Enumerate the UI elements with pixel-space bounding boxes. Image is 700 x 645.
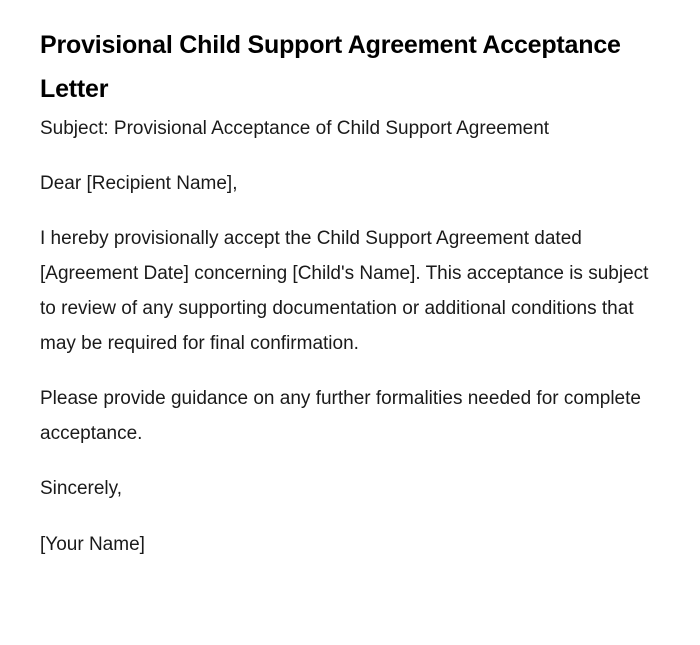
letter-greeting: Dear [Recipient Name], — [40, 173, 238, 194]
letter-title: Provisional Child Support Agreement Acceptance Letter — [40, 31, 621, 103]
letter-body-paragraph: I hereby provisionally accept the Child Support Agreement dated [Agreement Date] concerning [Child's Name]. This acceptance is subject to review of any supporting documentation or additional conditions that may be required for final confirmation. — [40, 228, 649, 354]
letter-body-paragraph: Please provide guidance on any further formalities needed for complete acceptance. — [40, 388, 641, 444]
letter-subject: Subject: Provisional Acceptance of Child Support Agreement — [40, 118, 550, 139]
letter-closing: Sincerely, — [40, 478, 123, 499]
letter-signature: [Your Name] — [40, 534, 145, 555]
